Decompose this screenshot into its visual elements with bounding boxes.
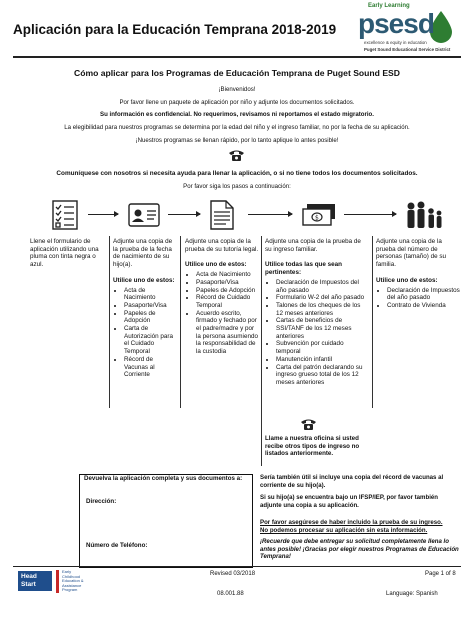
column-divider — [109, 236, 110, 408]
column-divider — [180, 236, 181, 408]
section-heading: Cómo aplicar para los Programas de Educación Temprana de Puget Sound ESD — [73, 68, 400, 78]
money-icon — [302, 203, 336, 227]
revised-date: Revised 03/2018 — [210, 571, 256, 577]
language-label: Language: Spanish — [386, 591, 438, 597]
list-item: • Pasaporte/Visa — [196, 279, 259, 287]
step-arrow — [88, 214, 118, 215]
id-card-icon — [128, 203, 160, 227]
step-1 — [30, 238, 105, 269]
step-text: Adjunte una copia de la prueba de su tutoría legal. — [185, 238, 259, 253]
head-start-line1: Head — [21, 573, 37, 580]
eligibility-text: La elegibilidad para nuestros programas se determina por la edad del niño y el ingreso familiar, no por la fecha de su aplicación. — [64, 124, 410, 131]
list-heading: Utilice uno de estos: — [376, 276, 438, 284]
list-heading: Utilice uno de estos: — [113, 276, 175, 284]
step-arrow — [168, 214, 200, 215]
step-5 — [376, 238, 462, 310]
psesd-logo: psesd — [358, 8, 434, 39]
checklist-icon — [52, 200, 78, 230]
return-heading: Devuelva la aplicación completa y sus documentos a: — [84, 475, 243, 482]
income-required-note: No podemos procesar su aplicación sin esta información. — [260, 527, 428, 534]
column-divider — [261, 236, 262, 466]
eceap-line: Early — [62, 569, 72, 574]
address-label: Dirección: — [86, 498, 117, 505]
list-item: • Contrato de Vivienda — [387, 302, 462, 310]
page-number: Page 1 of 8 — [425, 571, 456, 577]
list-item: • Papeles de Adopción — [124, 310, 178, 325]
list-item: • Formulario W-2 del año pasado — [276, 294, 369, 302]
list-item: • Cartas de beneficios de SSI/TANF de los 12 meses anteriores — [276, 317, 369, 340]
list-item: • Acta de Nacimiento — [196, 271, 259, 279]
step-2 — [113, 238, 178, 379]
form-code: 08.001.88 — [217, 591, 244, 597]
svg-text:$: $ — [315, 214, 319, 222]
list-item: • Acta de Nacimiento — [124, 287, 178, 302]
list-item: • Carta del patrón declarando su ingreso grueso total de los 12 meses anteriores — [276, 364, 369, 387]
list-item: • Récord de Cuidado Temporal — [196, 294, 259, 309]
step-arrow — [344, 214, 396, 215]
page-title: Aplicación para la Educación Temprana 2018-2019 — [13, 22, 337, 37]
return-address-box — [79, 474, 253, 568]
step-text: Adjunte una copia de la prueba de su ingreso familiar. — [265, 238, 361, 253]
apply-soon-text: ¡Nuestros programas se llenan rápido, por lo tanto aplique lo antes posible! — [135, 137, 339, 144]
list-item: • Talones de los cheques de los 12 meses anteriores — [276, 302, 369, 317]
header-divider — [13, 56, 461, 58]
list-item: • Pasaporte/Visa — [124, 302, 178, 310]
logo-subtitle: excellence & equity in education — [364, 40, 427, 45]
step-4 — [265, 238, 369, 387]
income-proof-note: Por favor asegúrese de haber incluido la prueba de su ingreso. — [260, 519, 443, 526]
steps-prompt: Por favor siga los pasos a continuación: — [183, 183, 291, 190]
list-item: • Carta de Autorización para el Cuidado Temporal — [124, 325, 178, 356]
head-start-line2: Start — [21, 581, 36, 588]
step-text: Adjunte una copia de la prueba del número de personas (tamaño) de su familia. — [376, 238, 447, 269]
step-text: Adjunte una copia de la prueba de la fecha de nacimiento de su hijo(a). — [113, 238, 173, 269]
phone-icon — [228, 149, 245, 162]
welcome-text: ¡Bienvenidos! — [218, 86, 256, 93]
step-3 — [185, 238, 259, 356]
head-start-logo — [18, 571, 52, 591]
list-item: • Manutención infantil — [276, 356, 369, 364]
list-heading: Utilice uno de estos: — [185, 261, 247, 269]
contact-text: Comuníquese con nosotros si necesita ayuda para llenar la aplicación, o si no tiene todos los documentos solicitados. — [56, 170, 418, 177]
document-icon — [210, 200, 234, 230]
list-item: • Papeles de Adopción — [196, 287, 259, 295]
step-arrow — [248, 214, 292, 215]
list-item: • Acuerdo escrito, firmado y fechado por el padre/madre y por la persona asumiendo la responsabilidad de la custodia — [196, 310, 259, 356]
eceap-line: Assistance — [62, 582, 82, 588]
list-item: • Récord de Vacunas al Corriente — [124, 356, 178, 379]
eceap-line: Program — [62, 587, 78, 593]
other-income-note: Llame a nuestra oficina si usted recibe otros tipos de ingreso no listados anteriormente. — [265, 435, 360, 458]
logo-organization: Puget Sound Educational Service District — [364, 47, 451, 52]
logo-tagline: Early Learning — [368, 3, 410, 9]
eceap-logo — [56, 570, 102, 593]
column-divider — [372, 236, 373, 408]
ifsp-note: Si su hijo(a) se encuentra bajo un IFSP/IEP, por favor también adjunte una copia a su aplicación. — [260, 494, 438, 509]
eceap-line: Childhood — [62, 573, 81, 579]
instruction-text: Por favor llene un paquete de aplicación por niño y adjunte los documentos solicitados. — [119, 99, 355, 106]
list-item: • Declaración de Impuestos del año pasado — [387, 287, 462, 302]
footer-divider — [13, 566, 461, 567]
eceap-line: Education & — [62, 578, 84, 584]
step-text: Llene el formulario de aplicación utilizando una pluma con tinta negra o azul. — [30, 238, 99, 269]
list-item: • Subvención por cuidado temporal — [276, 340, 369, 355]
list-item: • Declaración de Impuestos del año pasado — [276, 279, 369, 294]
phone-icon — [300, 418, 317, 431]
closing-note: ¡Recuerde que debe entregar su solicitud completamente llena lo antes posible! ¡Gracias por elegir nuestros Programas de Educación Temprana! — [260, 538, 459, 561]
phone-label: Número de Teléfono: — [86, 542, 148, 549]
vaccine-note: Sería también útil si incluye una copia del récord de vacunas al corriente de su hijo(a). — [260, 474, 444, 489]
confidential-text: Su información es confidencial. No requerimos, revisamos ni reportamos el estado migratorio. — [100, 111, 374, 118]
family-icon — [404, 201, 444, 229]
list-heading: Utilice todas las que sean pertinentes: — [265, 261, 342, 277]
